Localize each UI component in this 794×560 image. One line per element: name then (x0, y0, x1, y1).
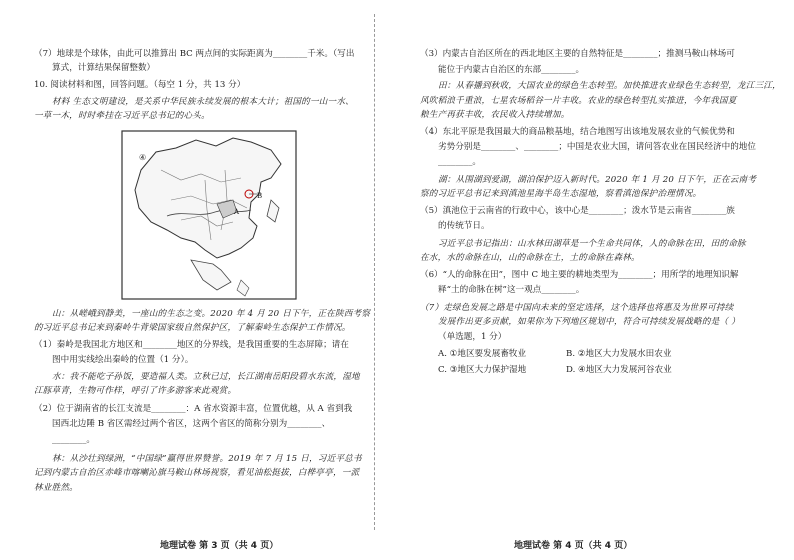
q3-line2: 能位于内蒙古自治区的东部________。 (438, 65, 585, 75)
mountain-line2: 的习近平总书记来到秦岭牛背梁国家级自然保护区，了解秦岭生态保护工作情况。 (34, 323, 351, 333)
lake-line2: 察的习近平总书记来到滇池星海半岛生态湿地，察看滇池保护治理情况。 (420, 189, 702, 199)
quote-line2: 在水，水的命脉在山，山的命脉在土，土的命脉在森林。 (420, 253, 640, 263)
field-line3: 粮生产再获丰收，农民收入持续增加。 (420, 110, 570, 120)
q7r-line3: （单选题，1 分） (438, 332, 507, 342)
footer-right: 地理试卷 第 4 页（共 4 页） (514, 541, 633, 551)
china-map (121, 130, 297, 300)
material-line1: 材料 生态文明建设，是关系中华民族永续发展的根本大计；祖国的一山一水、 (52, 97, 354, 107)
page-divider (374, 14, 375, 530)
option-a: A. ①地区要发展畜牧业 (438, 349, 527, 359)
option-b: B. ②地区大力发展水田农业 (566, 349, 672, 359)
material-line2: 一草一木，时时牵挂在习近平总书记的心头。 (34, 111, 210, 121)
q7r-line2: 发展作出更多贡献，如果你为下列地区规划中，符合可持续发展战略的是（ ） (438, 317, 740, 327)
q4-line3: ________。 (438, 157, 481, 167)
water-line1: 水：我不能吃子孙饭，要造福人类。立秋已过，长江湖南岳阳段碧水东流，湿地 (52, 372, 360, 382)
forest-line1: 林：从沙壮到绿洲，“中国绿”赢得世界赞誉。2019 年 7 月 15 日，习近平总书 (52, 454, 362, 464)
q5-line2: 的传统节日。 (438, 221, 490, 231)
q7-line1: （7）地球是个球体，由此可以推算出 BC 两点间的实际距离为________千米。（写出 (34, 49, 355, 59)
lake-line1: 湖：从围湖到爱湖，湖泊保护迈入新时代。2020 年 1 月 20 日下午，正在云南考 (438, 175, 757, 185)
q5-line1: （5）滇池位于云南省的行政中心，该中心是________；泼水节是云南省________族 (420, 206, 735, 216)
mountain-line1: 山：从嵯峨到静美，一座山的生态之变。2020 年 4 月 20 日下午，正在陕西考察 (52, 309, 371, 319)
map-label-b: B (257, 192, 263, 200)
q1-line2: 图中用实线绘出秦岭的位置（1 分）。 (52, 355, 194, 365)
q2-line2: 国西北边陲 B 省区需经过两个省区，这两个省区的简称分别为________、 (52, 419, 331, 429)
option-d: D. ④地区大力发展河谷农业 (566, 365, 672, 375)
q3-line1: （3）内蒙古自治区所在的西北地区主要的自然特征是________；推测马鞍山林场可 (420, 49, 735, 59)
footer-left: 地理试卷 第 3 页（共 4 页） (160, 541, 279, 551)
q6-line2: 释“土的命脉在树”这一观点________。 (438, 285, 585, 295)
field-line1: 田：从春播到秋收，大国农业的绿色生态转型。加快推进农业绿色生态转型，龙江三江， (438, 81, 781, 91)
q4-line2: 劣势分别是________、________；中国是农业大国，请问答农业在国民经济中的地位 (438, 142, 756, 152)
option-c: C. ③地区大力保护湿地 (438, 365, 527, 375)
q1-line1: （1）秦岭是我国北方地区和________地区的分界线，是我国重要的生态屏障；请在 (34, 340, 349, 350)
map-label-a: A (234, 208, 240, 216)
q7-line2: 算式，计算结果保留整数） (52, 63, 156, 73)
q2-line3: ________。 (52, 435, 95, 445)
field-line2: 风吹稻浪千重浪，七星农场稻谷一片丰收。农业的绿色转型扎实推进，今年我国夏 (420, 96, 737, 106)
forest-line3: 林业胜然。 (34, 483, 78, 493)
quote-line1: 习近平总书记指出：山水林田湖草是一个生命共同体，人的命脉在田，田的命脉 (438, 239, 746, 249)
water-line2: 江豚草青，生物可作样，呼引了许多游客来此观赏。 (34, 386, 237, 396)
q4-line1: （4）东北平原是我国最大的商品粮基地，结合地图写出该地发展农业的气候优势和 (420, 127, 735, 137)
q7r-line1: （7）走绿色发展之路是中国向未来的坚定选择，这个选择也将惠及为世界可持续 (420, 303, 734, 313)
q6-line1: （6）“人的命脉在田”，图中 C 地主要的耕地类型为________；用所学的地理知识解 (420, 270, 739, 280)
map-label-n4: ④ (139, 153, 147, 162)
q2-line1: （2）位于湖南省的长江支流是________：A 省水资源丰富，位置优越，从 A 省到我 (34, 404, 353, 414)
q10-heading: 10. 阅读材料和图，回答问题。（每空 1 分，共 13 分） (34, 80, 246, 90)
forest-line2: 记到内蒙古自治区赤峰市喀喇沁旗马鞍山林场视察，看见油松挺拔，白桦亭亭，一派 (34, 468, 360, 478)
